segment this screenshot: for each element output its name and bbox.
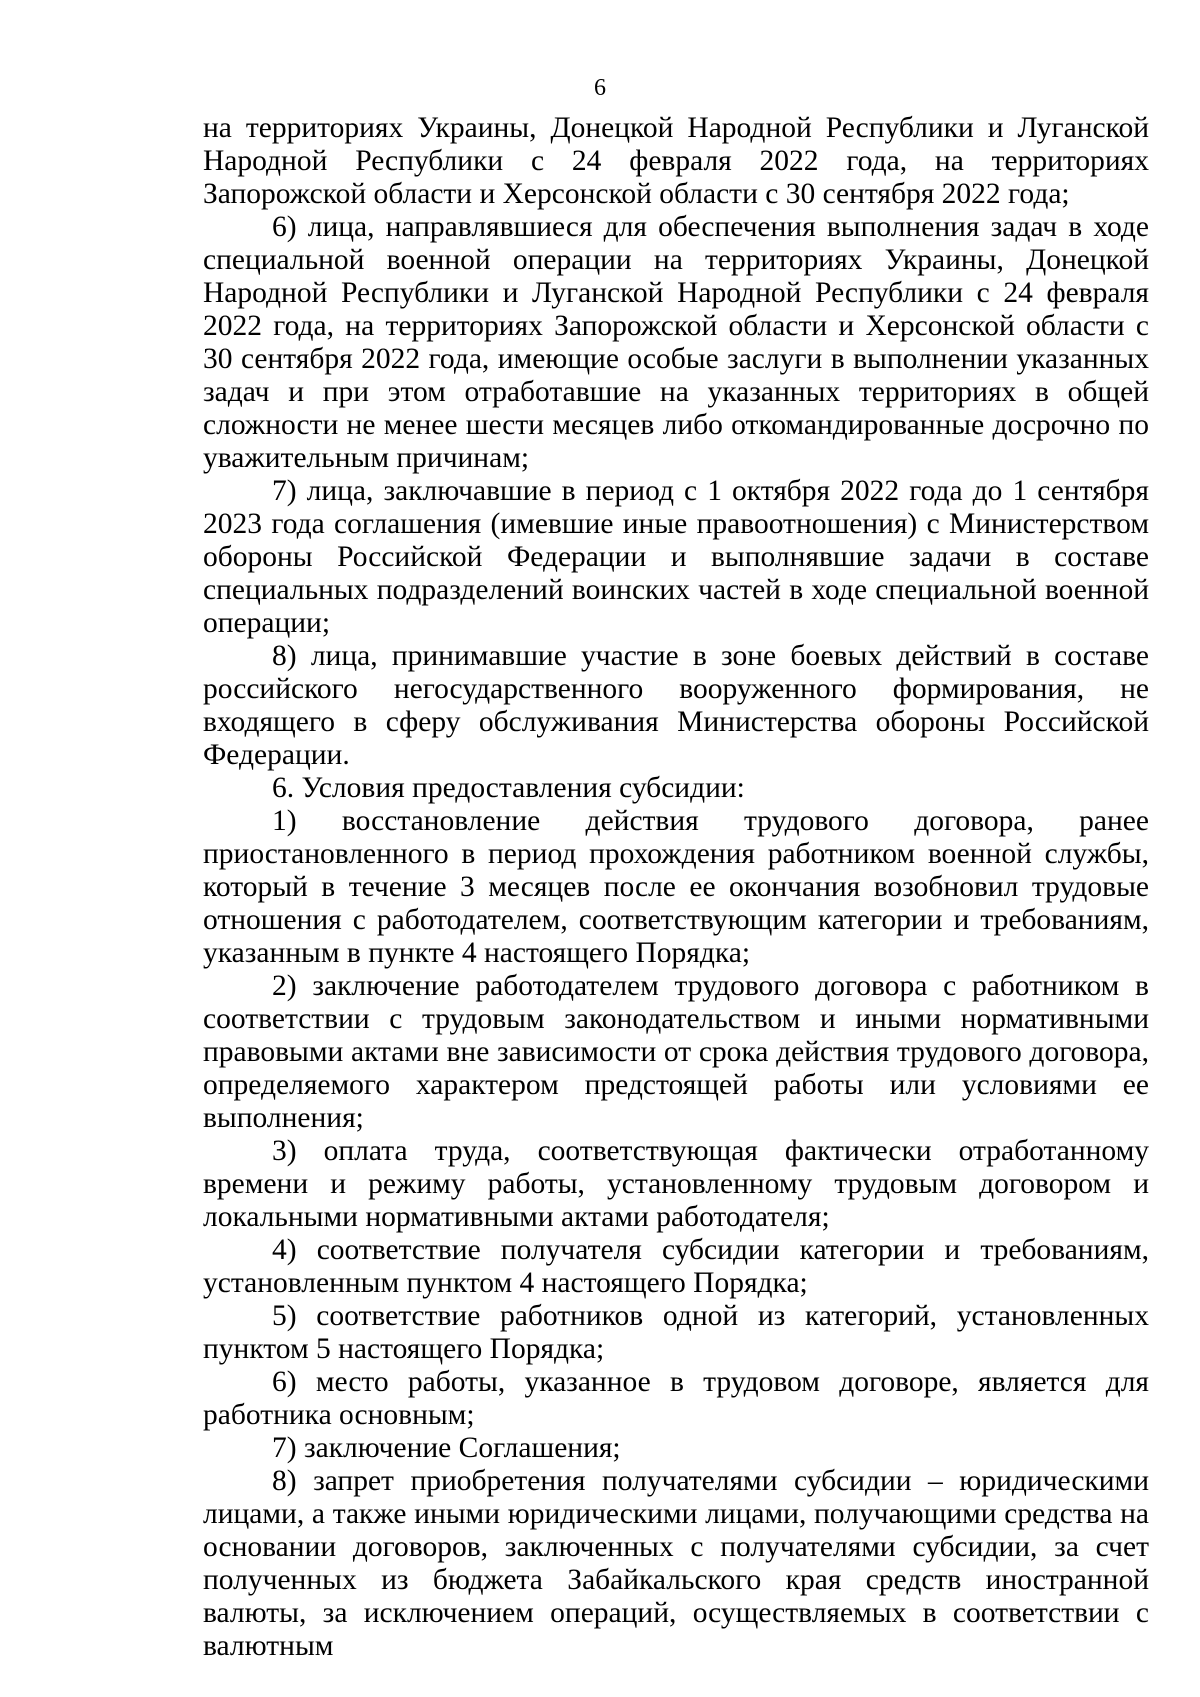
condition-item-8: 8) запрет приобретения получателями субсидии – юридическими лицами, а также иными юридическими лицами, получающими средства на основании договоров, заключенных с получателями субсидии, за счет полученных из бюджета Забайкальского края средств иностранной валюты, за исключением операций, осуществляемых в соответствии с валютным — [203, 1465, 1149, 1662]
paragraph-item-8: 8) лица, принимавшие участие в зоне боевых действий в составе российского негосударственного вооруженного формирования, не входящего в сферу обслуживания Министерства обороны Российской Федерации. — [203, 640, 1149, 771]
condition-item-7: 7) заключение Соглашения; — [272, 1432, 621, 1464]
condition-item-2: 2) заключение работодателем трудового договора с работником в соответствии с трудовым законодательством и иными нормативными правовыми актами вне зависимости от срока действия трудового договора, определяемого характером предстоящей работы или условиями ее выполнения; — [203, 970, 1149, 1134]
paragraph-continuation: на территориях Украины, Донецкой Народной Республики и Луганской Народной Республики с 24 февраля 2022 года, на территориях Запорожской области и Херсонской области с 30 сентября 2022 года; — [203, 112, 1149, 210]
document-body — [203, 112, 1149, 1663]
section-heading-6: 6. Условия предоставления субсидии: — [272, 772, 745, 804]
paragraph-item-7: 7) лица, заключавшие в период с 1 октября 2022 года до 1 сентября 2023 года соглашения (имевшие иные правоотношения) с Министерством обороны Российской Федерации и выполнявшие задачи в составе специальных подразделений воинских частей в ходе специальной военной операции; — [203, 475, 1149, 639]
condition-item-1: 1) восстановление действия трудового договора, ранее приостановленного в период прохождения работником военной службы, который в течение 3 месяцев после ее окончания возобновил трудовые отношения с работодателем, соответствующим категории и требованиям, указанным в пункте 4 настоящего Порядка; — [203, 805, 1149, 969]
condition-item-6: 6) место работы, указанное в трудовом договоре, является для работника основным; — [203, 1366, 1149, 1431]
paragraph-item-6: 6) лица, направлявшиеся для обеспечения выполнения задач в ходе специальной военной операции на территориях Украины, Донецкой Народной Республики и Луганской Народной Республики с 24 февраля 2022 года, на территориях Запорожской области и Херсонской области с 30 сентября 2022 года, имеющие особые заслуги в выполнении указанных задач и при этом отработавшие на указанных территориях в общей сложности не менее шести месяцев либо откомандированные досрочно по уважительным причинам; — [203, 211, 1149, 474]
condition-item-5: 5) соответствие работников одной из категорий, установленных пунктом 5 настоящего Порядка; — [203, 1300, 1149, 1365]
page-number: 6 — [594, 75, 606, 101]
condition-item-4: 4) соответствие получателя субсидии категории и требованиям, установленным пунктом 4 настоящего Порядка; — [203, 1234, 1149, 1299]
condition-item-3: 3) оплата труда, соответствующая фактически отработанному времени и режиму работы, установленному трудовым договором и локальными нормативными актами работодателя; — [203, 1135, 1149, 1233]
